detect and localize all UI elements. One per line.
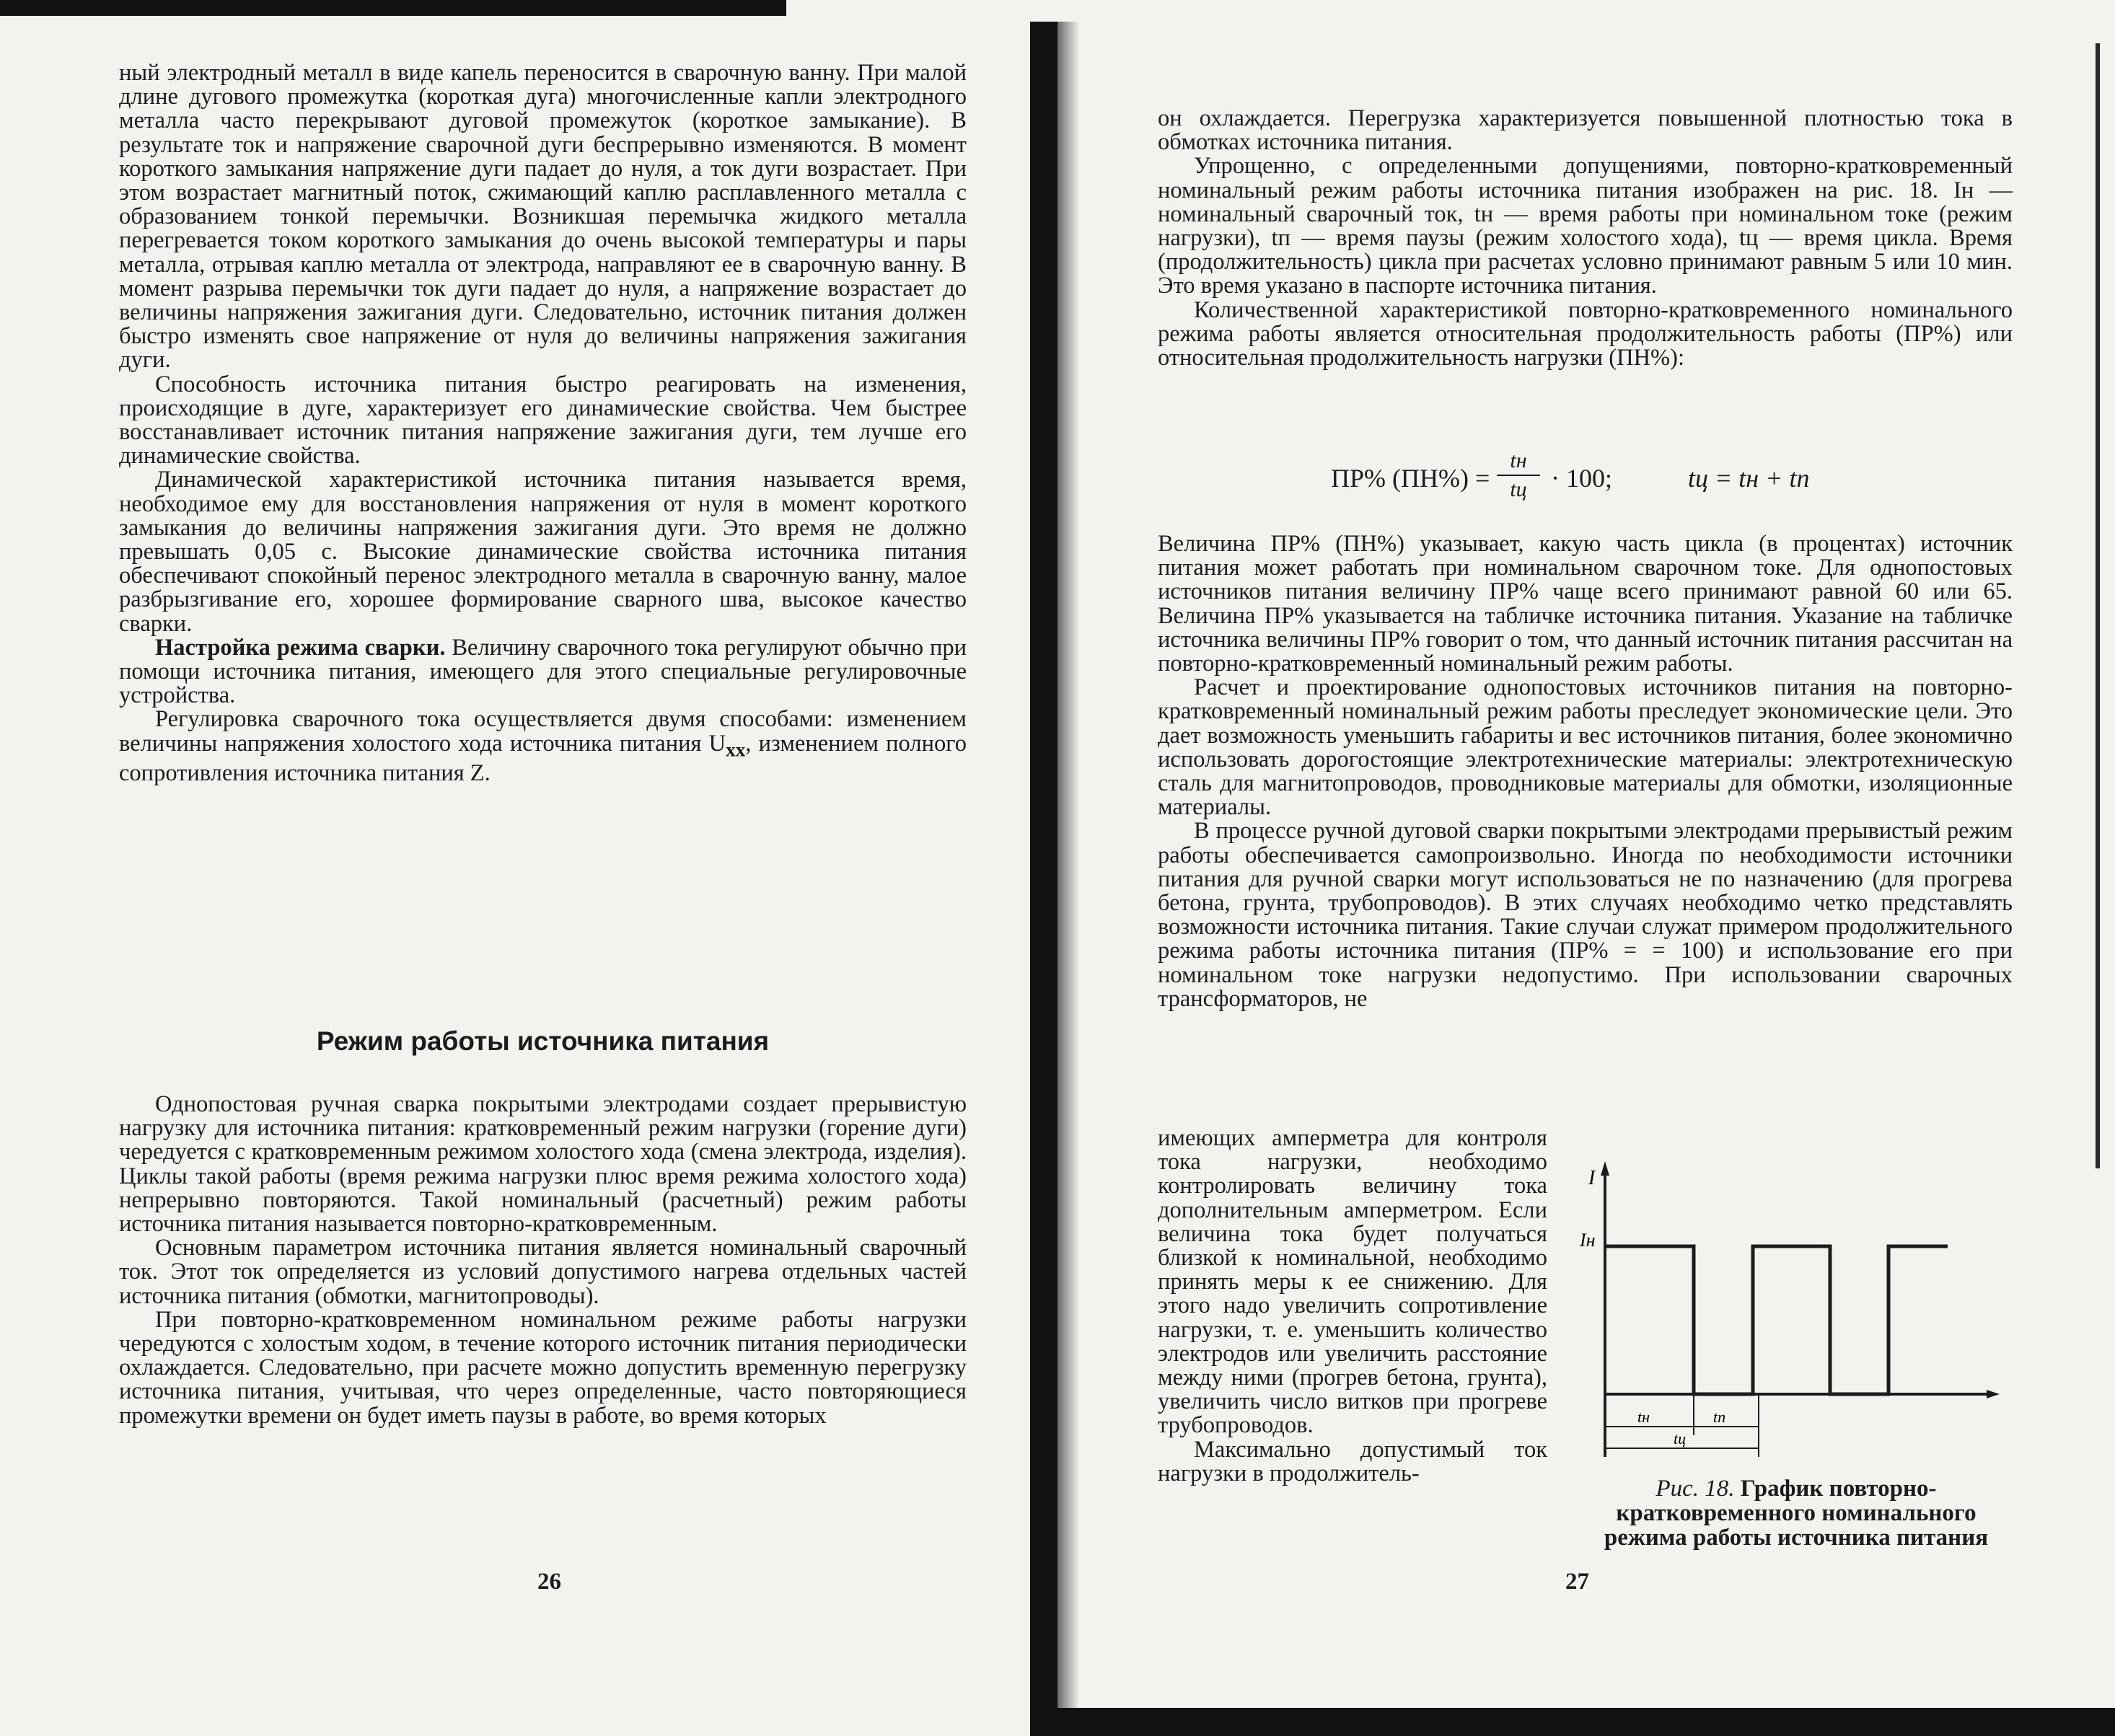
book-gutter [1030,22,1058,1736]
paragraph: Максимально допустимый ток нагрузки в продолжитель- [1158,1436,1547,1486]
formula-multiplier: · 100; [1551,464,1612,493]
right-page-text-2 [1158,532,2013,1011]
caption-label: Рис. 18. [1655,1476,1735,1502]
axis-y-label: I [1588,1167,1596,1189]
paragraph [119,708,967,785]
paragraph: имеющих амперметра для контроля тока нагрузки, необходимо контролировать величину тока дополнительным амперметром. Если величина тока будет получаться близкой к номинальной, необходимо принять меры к ее снижению. Для этого надо увеличить сопротивление нагрузки, т. е. уменьшить количество электродов или увеличить расстояние между ними (прогрев бетона, грунта), увеличить число витков при прогреве трубопроводов. [1158,1125,1547,1439]
formula-denominator: tц [1510,477,1527,501]
paragraph-tail: , изменением полного сопротивления источника питания Z. [119,730,967,787]
figure-caption [1576,1476,2016,1550]
figure-18 [1573,1154,2005,1471]
scan-right-edge [2096,43,2100,1168]
x-axis-arrow [1987,1390,2000,1398]
page-number-right: 27 [1565,1569,1589,1595]
paragraph: Однопостовая ручная сварка покрытыми электродами создает прерывистую нагрузку для источника питания: кратковременный режим нагрузки (горение дуги) чередуется с кратковременным режимом холостого хода (смена электрода, изделия). Циклы такой работы (время режима нагрузки плюс время режима холостого хода) непрерывно повторяются. Такой номинальный (расчетный) режим работы источника питания называется повторно-кратковременным. [119,1091,967,1238]
label-t-c: tц [1674,1429,1687,1448]
subscript: хх [726,739,746,761]
formula-numerator: tн [1497,447,1540,476]
paragraph-body: Величину сварочного тока регулируют обычно при помощи источника питания, имеющего для этого специальные регулировочные устройства. [119,634,967,709]
section-heading: Режим работы источника питания [316,1026,770,1056]
run-in-heading: Настройка режима сварки. [155,634,446,661]
paragraph: Динамической характеристикой источника питания называется время, необходимое ему для восстановления напряжения от нуля в момент короткого замыкания до величины напряжения зажигания дуги. Это время не должно превышать 0,05 с. Высокие динамические свойства источника питания обеспечивают спокойный перенос электродного металла в сварочную ванну, малое разбрызгивание его, хорошее формирование сварного шва, высокое качество сварки. [119,467,967,637]
paragraph: В процессе ручной дуговой сварки покрытыми электродами прерывистый режим работы обеспечивается самопроизвольно. Иногда по необходимости источники питания для ручной сварки могут использоваться не по назначению (для прогрева бетона, грунта, трубопроводов). В этих случаях необходимо четко представлять возможности источника питания. Такие случаи служат примером продолжительного режима работы источника питания (ПР% = = 100) и использование его при номинальном токе нагрузки недопустимо. При использовании сварочных трансформаторов, не [1158,818,2013,1012]
paragraph: Величина ПР% (ПН%) указывает, какую часть цикла (в процентах) источник питания может работать при номинальном сварочном токе. Для однопостовых источников питания величину ПР% чаще всего принимают равной 60 или 65. Величина ПР% указывается на табличке источника питания. Указание на табличке источника величины ПР% говорит о том, что данный источник питания рассчитан на повторно-кратковременный номинальный режим работы. [1158,531,2013,677]
caption-text: График повторно-кратковременного номинального режима работы источника питания [1604,1476,1989,1551]
paragraph: Расчет и проектирование однопостовых источников питания на повторно-кратковременный номинальный режим работы преследует экономические цели. Это дает возможность уменьшить габариты и вес источников питания, более экономично использовать дорогостоящие электротехнические материалы: электротехническую сталь для магнитопроводов, проводниковые материалы для обмотки, изоляционные материалы. [1158,674,2013,821]
formula-rhs: tц = tн + tп [1688,464,1810,493]
label-t-p: tп [1713,1408,1726,1426]
paragraph: Основным параметром источника питания является номинальный сварочный ток. Этот ток определяется из условий допустимого нагрева отдельных частей источника питания (обмотки, магнитопроводы). [119,1235,967,1309]
gutter-shadow [1058,22,1079,1736]
paragraph: Способность источника питания быстро реагировать на изменения, происходящие в дуге, характеризует его динамические свойства. Чем быстрее восстанавливает источник питания напряжение зажигания дуги, тем лучше его динамические свойства. [119,371,967,470]
left-page-text-2 [119,1093,967,1428]
y-axis-arrow [1601,1161,1609,1176]
label-t-n: tн [1637,1408,1650,1426]
level-label: Iн [1580,1230,1596,1251]
paragraph: Количественной характеристикой повторно-кратковременного номинального режима работы является относительная продолжительность работы (ПР%) или относительная продолжительность нагрузки (ПН%): [1158,296,2013,371]
formula-fraction [1497,447,1540,503]
paragraph-body: Регулировка сварочного тока осуществляется двумя способами: изменением величины напряжения холостого хода источника питания U [119,706,967,757]
paragraph: При повторно-кратковременном номинальном режиме работы нагрузки чередуются с холостым ходом, в течение которого источник питания периодически охлаждается. Следовательно, при расчете можно допустить временную перегрузку источника питания, учитывая, что через определенные, часто повторяющиеся промежутки времени он будет иметь паузы в работе, во время которых [119,1306,967,1429]
page-number-left: 26 [537,1569,561,1595]
formula [1158,447,2013,512]
scan-bottom-edge [1058,1708,2115,1736]
paragraph [119,636,967,708]
right-page-text-3 [1158,1127,1547,1486]
scan-top-edge [0,0,786,16]
pulse-waveform [1605,1246,1948,1394]
left-page-text [119,61,967,786]
right-page-text [1158,107,2013,370]
paragraph: он охлаждается. Перегрузка характеризуется повышенной плотностью тока в обмотках источника питания. [1158,105,2013,156]
formula-lhs: ПР% (ПН%) = [1331,464,1490,493]
paragraph: ный электродный металл в виде капель переносится в сварочную ванну. При малой длине дугового промежутка (короткая дуга) многочисленные капли электродного металла часто перекрывают дуговой промежуток (короткое замыкание). В результате ток и напряжение сварочной дуги беспрерывно изменяются. В момент короткого замыкания напряжение дуги падает до нуля, а ток дуги возрастает. При этом возрастает магнитный поток, сжимающий каплю расплавленного металла с образованием тонкой перемычки. Возникшая перемычка жидкого металла перегревается током короткого замыкания до очень высокой температуры и пары металла, отрывая каплю металла от электрода, направляют ее в сварочную ванну. В момент разрыва перемычки ток дуги падает до нуля, а напряжение возрастает до величины напряжения зажигания дуги. Следовательно, источник питания должен быстро изменять свое напряжение от нуля до величины напряжения зажигания дуги. [119,60,967,374]
paragraph: Упрощенно, с определенными допущениями, повторно-кратковременный номинальный режим работы источника питания изображен на рис. 18. Iн — номинальный сварочный ток, tн — время работы при номинальном токе (режим нагрузки), tп — время паузы (режим холостого хода), tц — время цикла. Время (продолжительность) цикла при расчетах условно принимают равным 5 или 10 мин. Это время указано в паспорте источника питания. [1158,153,2013,299]
